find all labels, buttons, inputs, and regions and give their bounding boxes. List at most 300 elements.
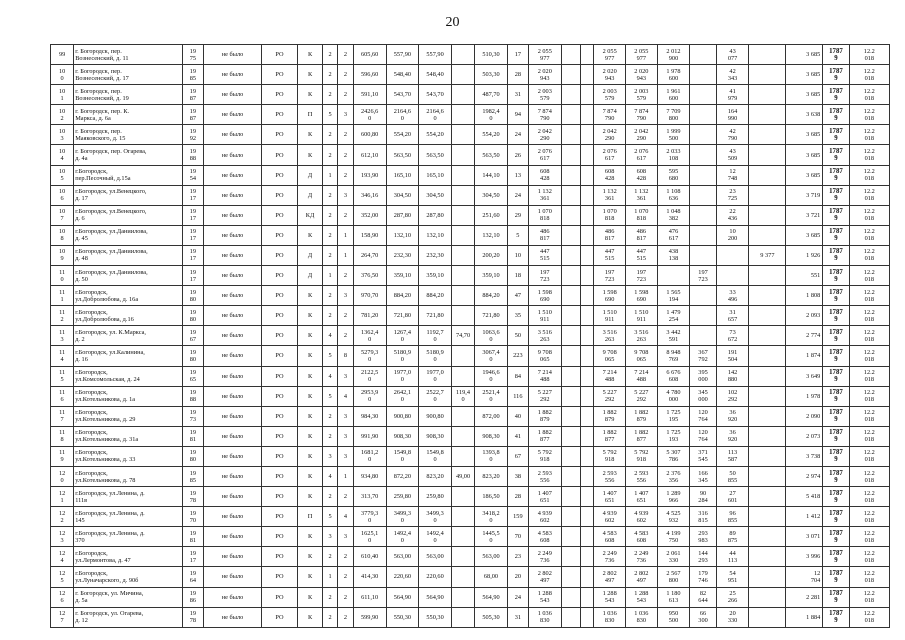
cost-part4-cell <box>749 165 786 185</box>
empty-b-cell <box>580 85 594 105</box>
wall-material-cell: К <box>297 65 322 85</box>
entrances-cell: 2 <box>337 266 353 286</box>
residents-cell: 31 <box>507 85 528 105</box>
cost-part4-cell <box>749 65 786 85</box>
entrances-cell: 2 <box>337 145 353 165</box>
cost-part4-cell: 9 377 <box>749 245 786 265</box>
row-number-cell: 11 7 <box>51 406 74 426</box>
residential-area-cell: 884,20 <box>419 286 452 306</box>
unit-cost-cell: 1 978 <box>786 386 823 406</box>
unit-cost-cell: 2 093 <box>786 306 823 326</box>
unit-cost-cell: 3 685 <box>786 65 823 85</box>
cost-total-cell: 7 874 790 <box>594 105 626 125</box>
commercial-area-cell <box>451 245 474 265</box>
cost-sum-cell: 1 407 651 <box>625 487 657 507</box>
unit-cost-cell: 1 884 <box>786 607 823 627</box>
cost-part3-cell: 25 266 <box>716 587 749 607</box>
limit-cost-cell: 1787 9 <box>823 245 849 265</box>
empty-b-cell <box>580 587 594 607</box>
residential-area-cell: 908,30 <box>419 426 452 446</box>
deadline-cell: 12.2 018 <box>849 487 889 507</box>
address-cell: г. Богородск, пер. Маяковского, д. 15 <box>74 125 183 145</box>
empty-a-cell <box>561 205 580 225</box>
cost-total-cell: 608 428 <box>594 165 626 185</box>
living-area-cell: 220,60 <box>386 567 419 587</box>
unit-cost-cell: 2 774 <box>786 326 823 346</box>
cost-part3-cell: 44 113 <box>716 547 749 567</box>
limit-cost-cell: 1787 9 <box>823 205 849 225</box>
year-built-cell: 19 65 <box>182 366 203 386</box>
status-cell: не было <box>203 266 261 286</box>
wall-material-cell: К <box>297 45 322 65</box>
empty-a-cell <box>561 85 580 105</box>
residential-area-cell: 1549,8 0 <box>419 446 452 466</box>
wall-material-cell: Д <box>297 165 322 185</box>
row-number-cell: 11 5 <box>51 366 74 386</box>
total-area-cell: 970,70 <box>353 286 386 306</box>
table-row <box>51 85 890 105</box>
limit-cost-cell: 1787 9 <box>823 446 849 466</box>
private-area-cell: 200,20 <box>475 245 508 265</box>
cost-part1-cell: 1 961 600 <box>657 85 690 105</box>
residential-area-cell: 543,70 <box>419 85 452 105</box>
empty-a-cell <box>561 346 580 366</box>
total-area-cell: 264,70 <box>353 245 386 265</box>
residents-cell: 5 <box>507 225 528 245</box>
private-area-cell: 908,30 <box>475 426 508 446</box>
living-area-cell: 884,20 <box>386 286 419 306</box>
cost-part1-cell: 2 567 800 <box>657 567 690 587</box>
address-cell: г.Богородск, ул.Ленина, д. 145 <box>74 507 183 527</box>
cost-part1-cell: 2 012 900 <box>657 45 690 65</box>
table-row <box>51 185 890 205</box>
unit-cost-cell: 3 685 <box>786 225 823 245</box>
residents-cell: 94 <box>507 105 528 125</box>
living-area-cell: 287,80 <box>386 205 419 225</box>
cost-part2-cell <box>690 205 716 225</box>
address-cell: г.Богородск, ул.Ленина, д. 370 <box>74 527 183 547</box>
cost-part4-cell <box>749 587 786 607</box>
year-built-cell: 19 17 <box>182 245 203 265</box>
living-area-cell: 1492,4 0 <box>386 527 419 547</box>
floors-cell: 2 <box>323 306 338 326</box>
cost-part1-cell: 8 948 769 <box>657 346 690 366</box>
commercial-area-cell <box>451 45 474 65</box>
cost-total-cell: 2 020 943 <box>594 65 626 85</box>
commercial-area-cell <box>451 527 474 547</box>
status-cell: не было <box>203 85 261 105</box>
commercial-area-cell <box>451 306 474 326</box>
table-row <box>51 266 890 286</box>
row-number-cell: 12 5 <box>51 567 74 587</box>
year-built-cell: 19 92 <box>182 125 203 145</box>
cost-part2-cell <box>690 105 716 125</box>
cost-sum-cell: 4 583 608 <box>625 527 657 547</box>
empty-a-cell <box>561 426 580 446</box>
living-area-cell: 259,80 <box>386 487 419 507</box>
empty-b-cell <box>580 145 594 165</box>
cost-part1-cell: 438 138 <box>657 245 690 265</box>
floors-cell: 2 <box>323 487 338 507</box>
residential-area-cell: 1977,0 0 <box>419 366 452 386</box>
total-cost-cell: 486 817 <box>528 225 561 245</box>
cost-sum-cell: 4 939 602 <box>625 507 657 527</box>
management-cell: РО <box>262 145 298 165</box>
empty-b-cell <box>580 65 594 85</box>
floors-cell: 2 <box>323 286 338 306</box>
limit-cost-cell: 1787 9 <box>823 266 849 286</box>
cost-sum-cell: 1 288 543 <box>625 587 657 607</box>
empty-a-cell <box>561 45 580 65</box>
total-cost-cell: 1 407 651 <box>528 487 561 507</box>
row-number-cell: 12 0 <box>51 466 74 486</box>
wall-material-cell: К <box>297 366 322 386</box>
cost-part3-cell: 42 343 <box>716 65 749 85</box>
cost-total-cell: 7 214 488 <box>594 366 626 386</box>
commercial-area-cell <box>451 65 474 85</box>
cost-sum-cell: 2 249 736 <box>625 547 657 567</box>
entrances-cell: 2 <box>337 45 353 65</box>
residential-area-cell: 304,50 <box>419 185 452 205</box>
year-built-cell: 19 67 <box>182 326 203 346</box>
commercial-area-cell <box>451 225 474 245</box>
cost-part1-cell: 595 680 <box>657 165 690 185</box>
entrances-cell: 4 <box>337 386 353 406</box>
unit-cost-cell: 3 685 <box>786 165 823 185</box>
cost-part4-cell <box>749 45 786 65</box>
table-row <box>51 245 890 265</box>
cost-part2-cell <box>690 65 716 85</box>
total-cost-cell: 2 593 556 <box>528 466 561 486</box>
empty-b-cell <box>580 366 594 386</box>
address-cell: г.Богородск, ул.Венецкого, д. 17 <box>74 185 183 205</box>
total-area-cell: 596,60 <box>353 65 386 85</box>
total-cost-cell: 2 802 497 <box>528 567 561 587</box>
deadline-cell: 12.2 018 <box>849 245 889 265</box>
commercial-area-cell <box>451 105 474 125</box>
total-cost-cell: 1 510 911 <box>528 306 561 326</box>
unit-cost-cell: 3 996 <box>786 547 823 567</box>
row-number-cell: 10 9 <box>51 245 74 265</box>
living-area-cell: 359,10 <box>386 266 419 286</box>
wall-material-cell: К <box>297 446 322 466</box>
empty-a-cell <box>561 185 580 205</box>
cost-part3-cell <box>716 266 749 286</box>
total-cost-cell: 5 227 292 <box>528 386 561 406</box>
residents-cell: 31 <box>507 607 528 627</box>
deadline-cell: 12.2 018 <box>849 65 889 85</box>
cost-part4-cell <box>749 326 786 346</box>
empty-a-cell <box>561 145 580 165</box>
cost-part4-cell <box>749 346 786 366</box>
empty-a-cell <box>561 245 580 265</box>
cost-part2-cell <box>690 245 716 265</box>
year-built-cell: 19 86 <box>182 587 203 607</box>
private-area-cell: 359,10 <box>475 266 508 286</box>
floors-cell: 2 <box>323 45 338 65</box>
address-cell: г. Богородск, пер. Вознесенский, д. 19 <box>74 85 183 105</box>
cost-total-cell: 1 882 879 <box>594 406 626 426</box>
management-cell: РО <box>262 45 298 65</box>
wall-material-cell: К <box>297 85 322 105</box>
status-cell: не было <box>203 386 261 406</box>
management-cell: РО <box>262 567 298 587</box>
row-number-cell: 10 0 <box>51 65 74 85</box>
empty-a-cell <box>561 266 580 286</box>
deadline-cell: 12.2 018 <box>849 306 889 326</box>
row-number-cell: 10 1 <box>51 85 74 105</box>
living-area-cell: 2164,6 0 <box>386 105 419 125</box>
empty-b-cell <box>580 406 594 426</box>
empty-a-cell <box>561 607 580 627</box>
limit-cost-cell: 1787 9 <box>823 145 849 165</box>
management-cell: РО <box>262 185 298 205</box>
private-area-cell: 2521,4 0 <box>475 386 508 406</box>
year-built-cell: 19 80 <box>182 306 203 326</box>
deadline-cell: 12.2 018 <box>849 507 889 527</box>
status-cell: не было <box>203 125 261 145</box>
floors-cell: 2 <box>323 65 338 85</box>
cost-part3-cell: 36 920 <box>716 426 749 446</box>
address-cell: г. Богородск, пер. Вознесенский, д. 17 <box>74 65 183 85</box>
unit-cost-cell: 12 704 <box>786 567 823 587</box>
residential-area-cell: 563,50 <box>419 145 452 165</box>
cost-part1-cell: 1 978 600 <box>657 65 690 85</box>
cost-part1-cell: 6 676 608 <box>657 366 690 386</box>
empty-b-cell <box>580 286 594 306</box>
private-area-cell: 563,00 <box>475 547 508 567</box>
unit-cost-cell: 3 685 <box>786 145 823 165</box>
entrances-cell: 2 <box>337 165 353 185</box>
total-area-cell: 984,30 <box>353 406 386 426</box>
commercial-area-cell <box>451 125 474 145</box>
living-area-cell: 550,30 <box>386 607 419 627</box>
status-cell: не было <box>203 527 261 547</box>
commercial-area-cell <box>451 487 474 507</box>
empty-a-cell <box>561 567 580 587</box>
deadline-cell: 12.2 018 <box>849 567 889 587</box>
wall-material-cell: К <box>297 306 322 326</box>
deadline-cell: 12.2 018 <box>849 346 889 366</box>
year-built-cell: 19 78 <box>182 607 203 627</box>
floors-cell: 5 <box>323 105 338 125</box>
empty-b-cell <box>580 245 594 265</box>
table-row <box>51 507 890 527</box>
cost-part2-cell <box>690 185 716 205</box>
empty-b-cell <box>580 386 594 406</box>
deadline-cell: 12.2 018 <box>849 386 889 406</box>
cost-sum-cell: 7 874 790 <box>625 105 657 125</box>
residential-area-cell: 1492,4 0 <box>419 527 452 547</box>
empty-a-cell <box>561 547 580 567</box>
empty-a-cell <box>561 507 580 527</box>
year-built-cell: 19 70 <box>182 507 203 527</box>
total-area-cell: 1362,4 0 <box>353 326 386 346</box>
entrances-cell: 2 <box>337 487 353 507</box>
cost-total-cell: 2 055 977 <box>594 45 626 65</box>
commercial-area-cell <box>451 547 474 567</box>
wall-material-cell: К <box>297 466 322 486</box>
deadline-cell: 12.2 018 <box>849 266 889 286</box>
year-built-cell: 19 85 <box>182 65 203 85</box>
entrances-cell: 3 <box>337 286 353 306</box>
total-cost-cell: 2 042 290 <box>528 125 561 145</box>
wall-material-cell: К <box>297 346 322 366</box>
unit-cost-cell: 5 418 <box>786 487 823 507</box>
private-area-cell: 304,50 <box>475 185 508 205</box>
empty-b-cell <box>580 426 594 446</box>
deadline-cell: 12.2 018 <box>849 165 889 185</box>
total-area-cell: 605,60 <box>353 45 386 65</box>
total-cost-cell: 7 874 790 <box>528 105 561 125</box>
limit-cost-cell: 1787 9 <box>823 105 849 125</box>
residents-cell: 41 <box>507 426 528 446</box>
status-cell: не было <box>203 406 261 426</box>
living-area-cell: 1267,4 0 <box>386 326 419 346</box>
management-cell: РО <box>262 406 298 426</box>
status-cell: не было <box>203 547 261 567</box>
cost-part1-cell: 2 061 330 <box>657 547 690 567</box>
total-cost-cell: 447 515 <box>528 245 561 265</box>
unit-cost-cell: 3 721 <box>786 205 823 225</box>
total-area-cell: 158,90 <box>353 225 386 245</box>
address-cell: г.Богородск, ул.Добролюбова, д.16 <box>74 306 183 326</box>
cost-total-cell: 4 583 608 <box>594 527 626 547</box>
floors-cell: 2 <box>323 406 338 426</box>
cost-part4-cell <box>749 185 786 205</box>
wall-material-cell: Д <box>297 245 322 265</box>
cost-part4-cell <box>749 85 786 105</box>
wall-material-cell: П <box>297 105 322 125</box>
status-cell: не было <box>203 507 261 527</box>
cost-total-cell: 9 708 065 <box>594 346 626 366</box>
cost-part4-cell <box>749 406 786 426</box>
limit-cost-cell: 1787 9 <box>823 85 849 105</box>
cost-sum-cell: 2 003 579 <box>625 85 657 105</box>
total-area-cell: 346,16 <box>353 185 386 205</box>
cost-part4-cell <box>749 507 786 527</box>
total-area-cell: 611,10 <box>353 587 386 607</box>
residential-area-cell: 900,80 <box>419 406 452 426</box>
empty-b-cell <box>580 607 594 627</box>
status-cell: не было <box>203 446 261 466</box>
row-number-cell: 12 6 <box>51 587 74 607</box>
cost-part2-cell: 293 983 <box>690 527 716 547</box>
total-cost-cell: 9 708 065 <box>528 346 561 366</box>
address-cell: г.Богородск, пер.Песочный, д.15а <box>74 165 183 185</box>
total-cost-cell: 4 583 608 <box>528 527 561 547</box>
cost-total-cell: 2 042 290 <box>594 125 626 145</box>
cost-part3-cell: 113 587 <box>716 446 749 466</box>
table-row <box>51 607 890 627</box>
wall-material-cell: Д <box>297 185 322 205</box>
year-built-cell: 19 17 <box>182 205 203 225</box>
empty-b-cell <box>580 185 594 205</box>
total-cost-cell: 608 428 <box>528 165 561 185</box>
deadline-cell: 12.2 018 <box>849 185 889 205</box>
wall-material-cell: К <box>297 145 322 165</box>
address-cell: г.Богородск, ул.Даниилова, д. 50 <box>74 266 183 286</box>
wall-material-cell: Д <box>297 266 322 286</box>
residents-cell: 26 <box>507 145 528 165</box>
entrances-cell: 2 <box>337 567 353 587</box>
table-row <box>51 65 890 85</box>
limit-cost-cell: 1787 9 <box>823 286 849 306</box>
floors-cell: 3 <box>323 446 338 466</box>
cost-part2-cell <box>690 286 716 306</box>
residential-area-cell: 165,10 <box>419 165 452 185</box>
cost-part3-cell: 73 672 <box>716 326 749 346</box>
management-cell: РО <box>262 466 298 486</box>
management-cell: РО <box>262 245 298 265</box>
table-row <box>51 487 890 507</box>
cost-sum-cell: 486 817 <box>625 225 657 245</box>
empty-a-cell <box>561 306 580 326</box>
cost-sum-cell: 5 792 918 <box>625 446 657 466</box>
total-area-cell: 1681,2 0 <box>353 446 386 466</box>
management-cell: РО <box>262 65 298 85</box>
total-cost-cell: 2 076 617 <box>528 145 561 165</box>
management-cell: РО <box>262 366 298 386</box>
housing-register-table <box>50 44 890 628</box>
residential-area-cell: 823,20 <box>419 466 452 486</box>
cost-part3-cell: 41 979 <box>716 85 749 105</box>
wall-material-cell: К <box>297 487 322 507</box>
commercial-area-cell <box>451 205 474 225</box>
total-cost-cell: 2 020 943 <box>528 65 561 85</box>
management-cell: РО <box>262 225 298 245</box>
living-area-cell: 1977,0 0 <box>386 366 419 386</box>
commercial-area-cell <box>451 366 474 386</box>
cost-sum-cell: 3 516 263 <box>625 326 657 346</box>
cost-part1-cell: 4 525 932 <box>657 507 690 527</box>
limit-cost-cell: 1787 9 <box>823 45 849 65</box>
entrances-cell: 3 <box>337 426 353 446</box>
floors-cell: 1 <box>323 266 338 286</box>
cost-part2-cell <box>690 85 716 105</box>
row-number-cell: 10 3 <box>51 125 74 145</box>
cost-sum-cell: 447 515 <box>625 245 657 265</box>
cost-sum-cell: 608 428 <box>625 165 657 185</box>
cost-part2-cell: 197 723 <box>690 266 716 286</box>
entrances-cell: 3 <box>337 366 353 386</box>
limit-cost-cell: 1787 9 <box>823 487 849 507</box>
empty-a-cell <box>561 366 580 386</box>
table-row <box>51 125 890 145</box>
table-row <box>51 527 890 547</box>
row-number-cell: 99 <box>51 45 74 65</box>
table-row <box>51 567 890 587</box>
living-area-cell: 872,20 <box>386 466 419 486</box>
unit-cost-cell: 1 412 <box>786 507 823 527</box>
wall-material-cell: К <box>297 527 322 547</box>
cost-part1-cell: 2 376 356 <box>657 466 690 486</box>
total-area-cell: 2122,5 0 <box>353 366 386 386</box>
cost-part4-cell <box>749 125 786 145</box>
unit-cost-cell: 3 685 <box>786 125 823 145</box>
cost-part4-cell <box>749 607 786 627</box>
private-area-cell: 251,60 <box>475 205 508 225</box>
total-area-cell: 352,00 <box>353 205 386 225</box>
empty-b-cell <box>580 466 594 486</box>
private-area-cell: 132,10 <box>475 225 508 245</box>
year-built-cell: 19 88 <box>182 386 203 406</box>
commercial-area-cell <box>451 426 474 446</box>
commercial-area-cell: 49,00 <box>451 466 474 486</box>
cost-sum-cell: 5 227 292 <box>625 386 657 406</box>
residential-area-cell: 550,30 <box>419 607 452 627</box>
cost-part4-cell <box>749 366 786 386</box>
